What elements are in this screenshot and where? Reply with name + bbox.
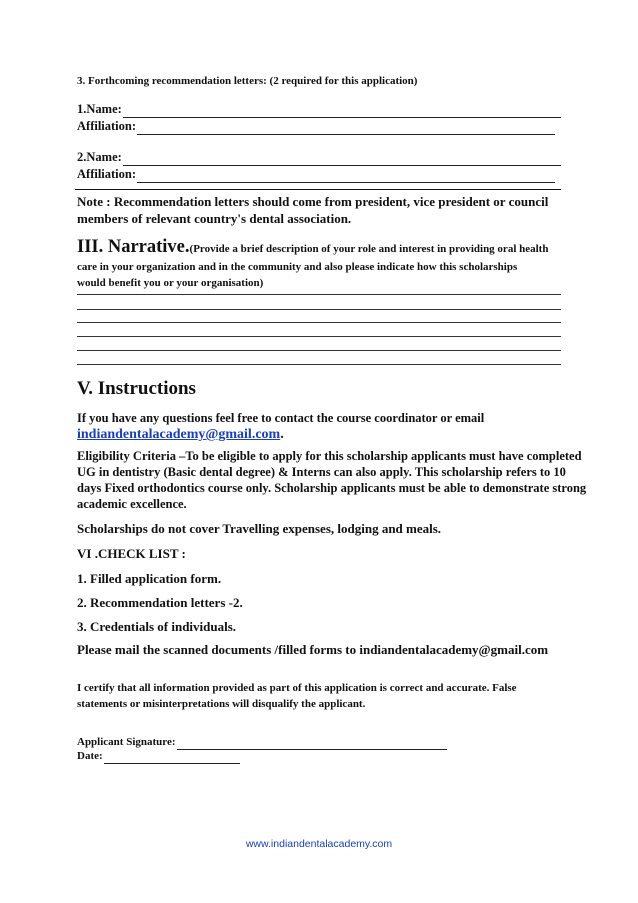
narrative-input-line-4[interactable]	[77, 336, 561, 337]
footer-website[interactable]: www.indiandentalacademy.com	[245, 838, 393, 850]
recommender-1-name-field[interactable]	[77, 101, 561, 118]
recommendation-heading: 3. Forthcoming recommendation letters: (2 required for this application)	[77, 75, 418, 87]
recommender-2-name-label: 2.Name:	[77, 150, 122, 164]
note-line-1: Note : Recommendation letters should come from president, vice president or council	[77, 194, 549, 209]
contact-period: .	[280, 427, 284, 442]
narrative-input-line-2[interactable]	[77, 309, 561, 310]
narrative-description-line-1: (Provide a brief description of your role and interest in providing oral health	[189, 243, 549, 255]
eligibility-line-2: UG in dentistry (Basic dental degree) & Interns can also apply. This scholarship refers to 10	[77, 465, 566, 479]
eligibility-line-4: academic excellence.	[77, 497, 187, 511]
applicant-signature-field[interactable]	[77, 735, 447, 750]
narrative-input-line-5[interactable]	[77, 350, 561, 351]
narrative-description-line-2: care in your organization and in the community and also please indicate how this scholarships	[77, 261, 518, 273]
date-label: Date:	[77, 750, 103, 762]
mail-instruction: Please mail the scanned documents /filled forms to indiandentalacademy@gmail.com	[77, 642, 549, 657]
certification-line-1: I certify that all information provided as part of this application is correct and accurate. False	[77, 682, 517, 694]
coverage-note: Scholarships do not cover Travelling expenses, lodging and meals.	[77, 521, 442, 536]
recommender-2-name-field[interactable]	[77, 149, 561, 166]
narrative-input-line-1[interactable]	[77, 294, 561, 295]
checklist-item-2: 2. Recommendation letters -2.	[77, 595, 243, 610]
recommender-2-affiliation-field[interactable]	[77, 166, 555, 183]
contact-email-row	[77, 427, 284, 443]
eligibility-line-1: Eligibility Criteria –To be eligible to apply for this scholarship applicants must have completed	[77, 449, 582, 463]
narrative-heading-row	[77, 237, 548, 258]
certification-line-2: statements or misinterpretations will disqualify the applicant.	[77, 698, 366, 710]
applicant-signature-label: Applicant Signature:	[77, 736, 176, 748]
date-field[interactable]	[77, 749, 240, 764]
checklist-item-3: 3. Credentials of individuals.	[77, 619, 237, 634]
narrative-description-line-3: would benefit you or your organisation)	[77, 277, 264, 289]
contact-email-link[interactable]: indiandentalacademy@gmail.com	[77, 427, 281, 442]
narrative-heading: III. Narrative.	[77, 237, 190, 257]
recommender-1-affiliation-field[interactable]	[77, 118, 555, 135]
narrative-input-line-6[interactable]	[77, 364, 561, 365]
recommender-1-affiliation-label: Affiliation:	[77, 119, 137, 133]
instructions-heading: V. Instructions	[77, 378, 196, 399]
eligibility-line-3: days Fixed orthodontics course only. Scholarship applicants must be able to demonstrate strong	[77, 481, 587, 495]
narrative-input-line-3[interactable]	[77, 322, 561, 323]
recommender-2-affiliation-label: Affiliation:	[77, 167, 137, 181]
contact-text: If you have any questions feel free to contact the course coordinator or email	[77, 411, 485, 425]
checklist-heading: VI .CHECK LIST :	[77, 546, 186, 561]
recommender-1-name-label: 1.Name:	[77, 102, 122, 116]
checklist-item-1: 1. Filled application form.	[77, 571, 222, 586]
section-divider	[75, 189, 561, 190]
note-line-2: members of relevant country's dental association.	[77, 211, 352, 226]
